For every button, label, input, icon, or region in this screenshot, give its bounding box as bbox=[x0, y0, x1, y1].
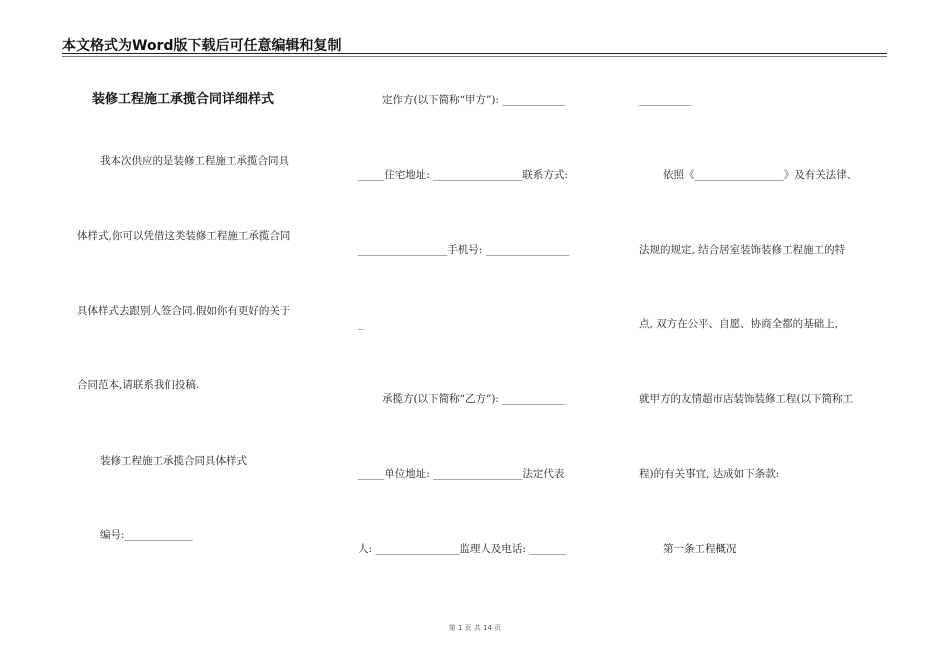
col2-line: 定作方(以下简称“甲方”): ____________ bbox=[382, 94, 566, 106]
col1-line: 装修工程施工承揽合同具体样式 bbox=[100, 455, 247, 467]
document-banner: 本文格式为Word版下载后可任意编辑和复制 bbox=[62, 38, 342, 54]
col1-line: 我本次供应的是装修工程施工承揽合同具 bbox=[100, 155, 289, 167]
section-heading: 第一条工程概况 bbox=[663, 543, 737, 555]
col1-line: 合同范本,请联系我们投稿. bbox=[77, 379, 200, 391]
col2-line: _____单位地址: _________________法定代表 bbox=[358, 468, 565, 480]
col3-line: 程)的有关事宜, 达成如下条款: bbox=[639, 468, 780, 480]
col3-line: 点, 双方在公平、自愿、协商全都的基础上, bbox=[639, 318, 839, 330]
col2-line: 承揽方(以下简称“乙方”): ____________ bbox=[382, 393, 566, 405]
header-rule-thin bbox=[62, 56, 887, 57]
col1-line: 具体样式去跟别人签合同.假如你有更好的关于 bbox=[77, 305, 291, 317]
col1-line: 体样式,你可以凭借这类装修工程施工承揽合同 bbox=[77, 230, 291, 242]
col3-line: 法规的规定, 结合居室装饰装修工程施工的特 bbox=[639, 244, 846, 256]
page-number: 第 1 页 共 14 页 bbox=[448, 624, 502, 632]
col3-line: 就甲方的友情超市店装饰装修工程(以下简称工 bbox=[639, 393, 854, 405]
col2-line: _ bbox=[358, 318, 364, 330]
col2-line: _________________手机号: ________________ bbox=[358, 244, 570, 256]
header-rule bbox=[62, 53, 887, 54]
col3-line: 依照《_________________》及有关法律、 bbox=[663, 169, 858, 181]
document-title: 装修工程施工承揽合同详细样式 bbox=[92, 92, 275, 107]
col3-line: __________ bbox=[639, 94, 692, 106]
col2-line: 人: ________________监理人及电话: _______ bbox=[358, 543, 567, 555]
col2-line: _____住宅地址: _________________联系方式: bbox=[358, 169, 568, 181]
contract-number-line: 编号:_____________ bbox=[100, 529, 193, 541]
